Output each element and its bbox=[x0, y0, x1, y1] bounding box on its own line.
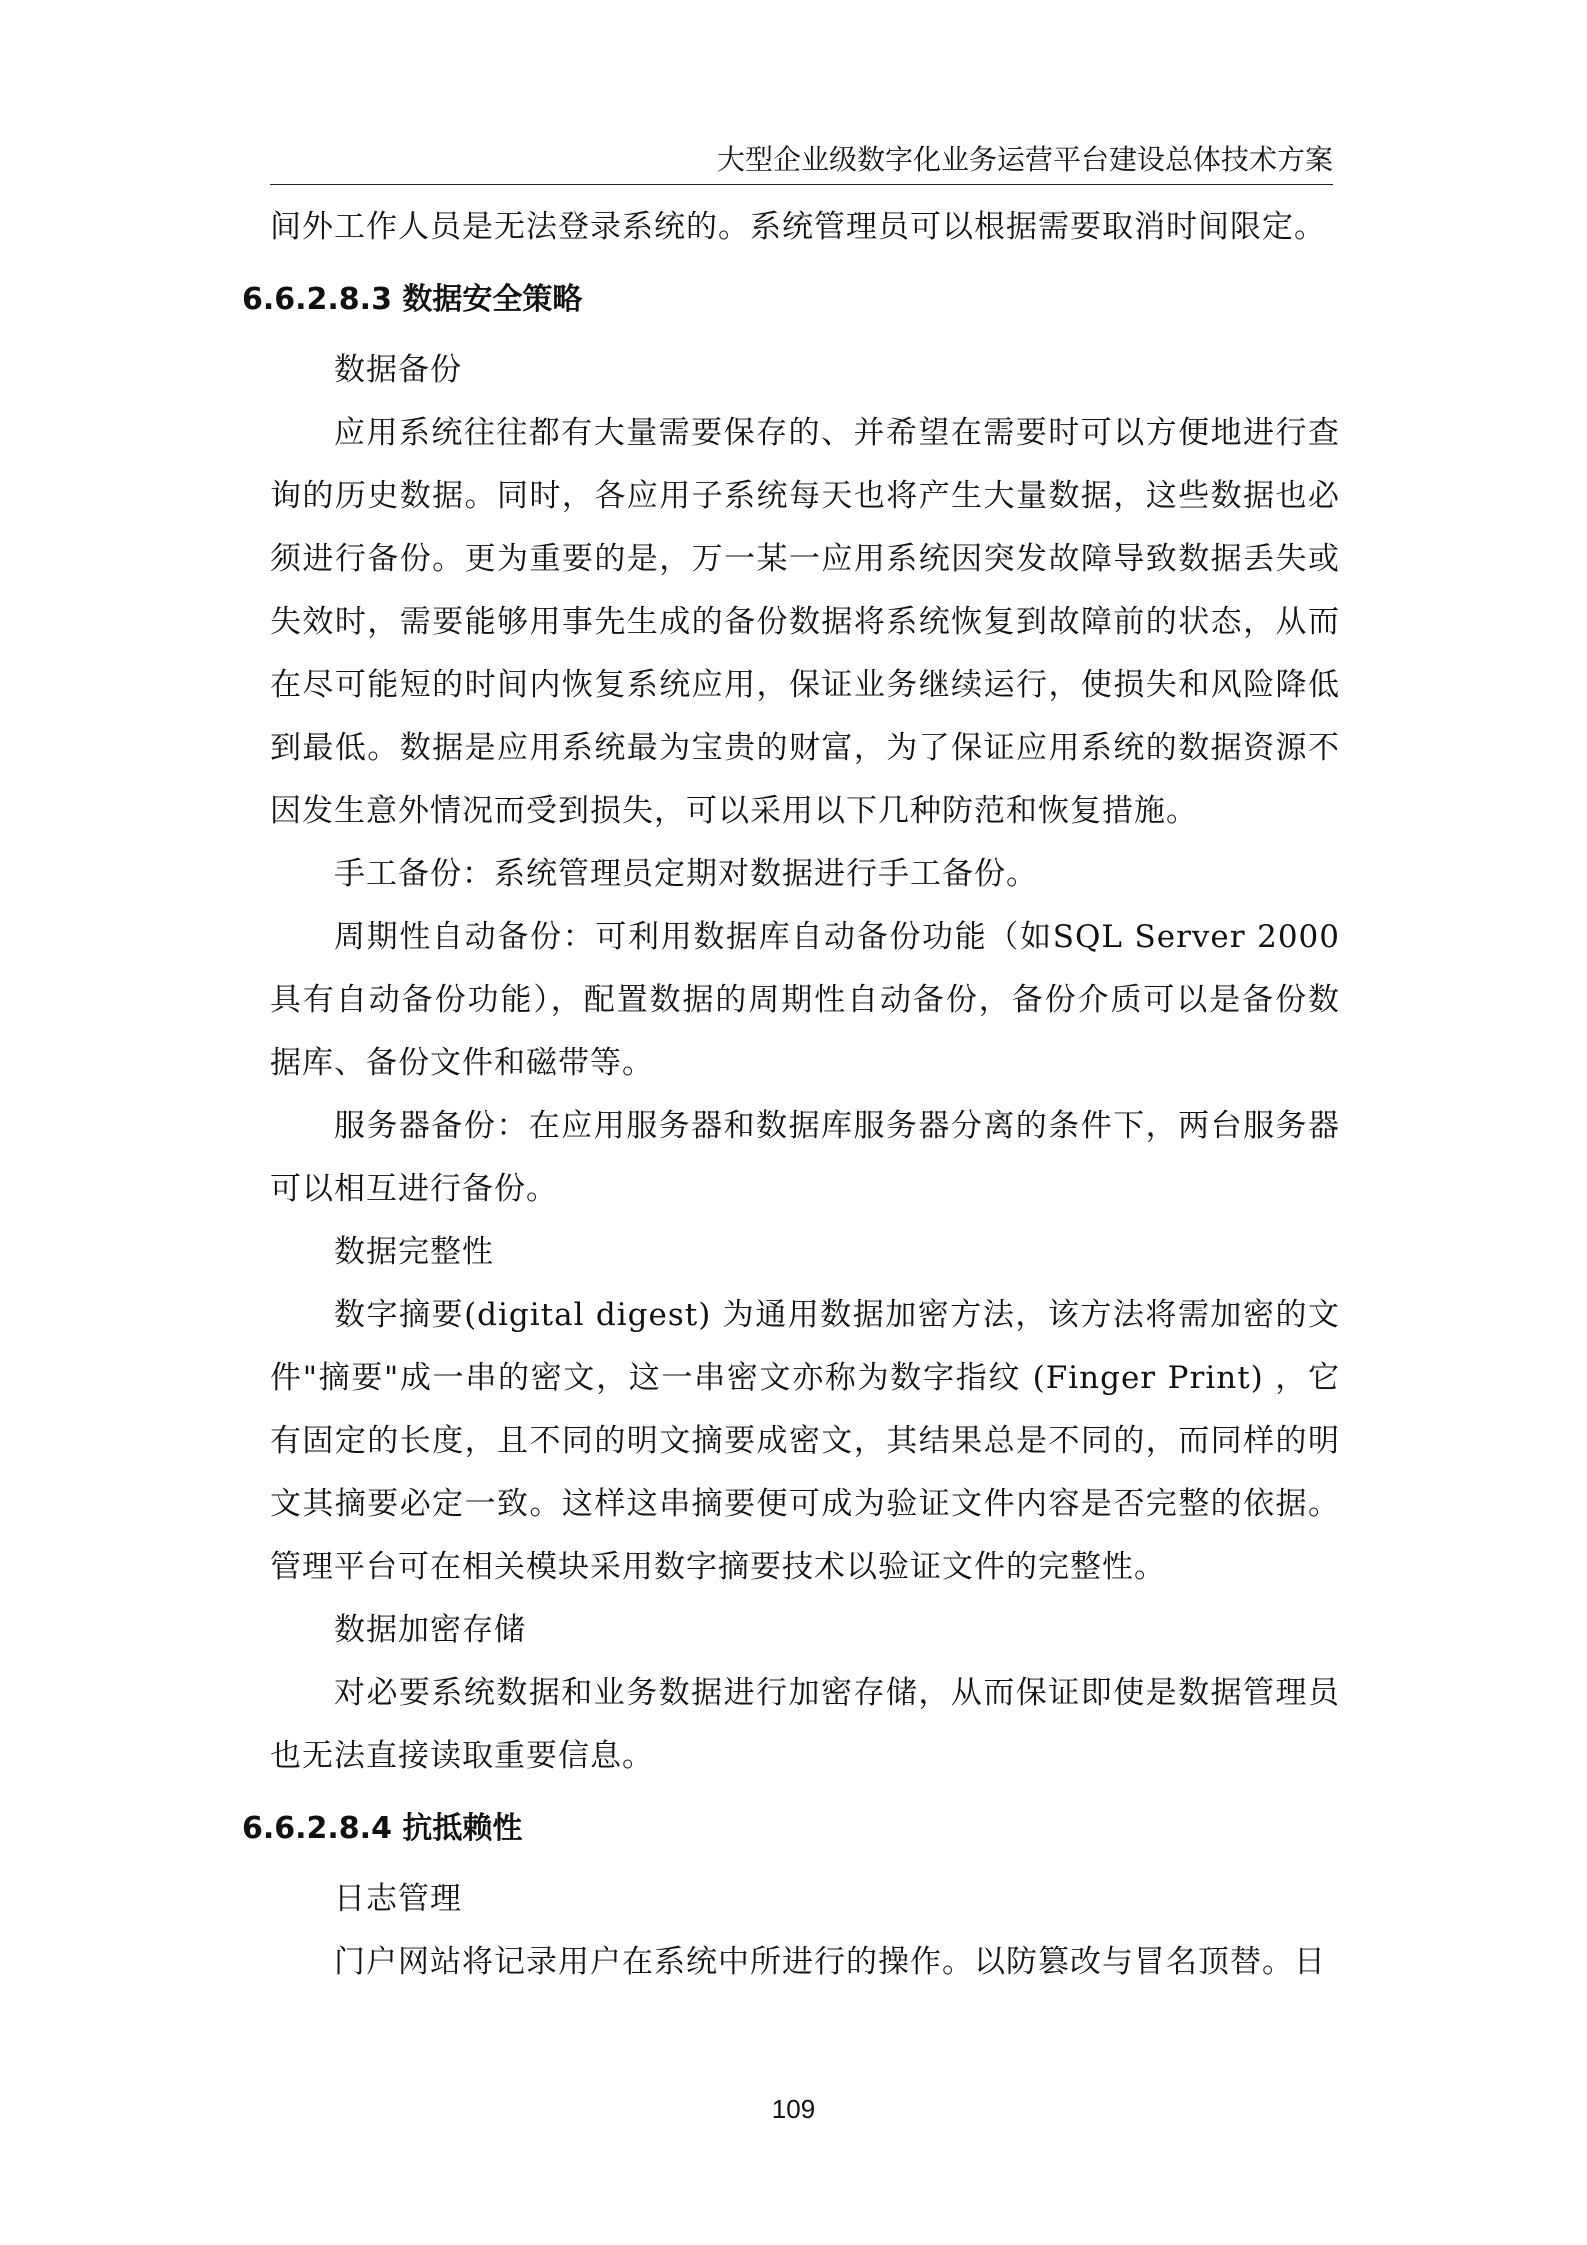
paragraph-server-backup: 服务器备份：在应用服务器和数据库服务器分离的条件下，两台服务器可以相互进行备份。 bbox=[270, 1108, 1340, 1207]
page-header bbox=[270, 138, 1333, 185]
document-body bbox=[242, 196, 1340, 1994]
paragraph-manual-backup: 手工备份：系统管理员定期对数据进行手工备份。 bbox=[334, 856, 1038, 892]
subheading-encrypted-storage: 数据加密存储 bbox=[334, 1612, 526, 1648]
page-number: 109 bbox=[771, 2094, 816, 2124]
paragraph-auto-backup: 周期性自动备份：可利用数据库自动备份功能（如SQL Server 2000具有自动备份功能），配置数据的周期性自动备份，备份介质可以是备份数据库、备份文件和磁带等。 bbox=[270, 919, 1340, 1081]
subheading-data-integrity: 数据完整性 bbox=[334, 1234, 494, 1270]
paragraph-encrypted-storage: 对必要系统数据和业务数据进行加密存储，从而保证即使是数据管理员也无法直接读取重要信息。 bbox=[270, 1675, 1340, 1774]
paragraph-log-management: 门户网站将记录用户在系统中所进行的操作。以防篡改与冒名顶替。日 bbox=[334, 1944, 1326, 1980]
section-heading-data-security: 6.6.2.8.3 数据安全策略 bbox=[242, 282, 583, 317]
paragraph-backup-overview: 应用系统往往都有大量需要保存的、并希望在需要时可以方便地进行查询的历史数据。同时，各应用子系统每天也将产生大量数据，这些数据也必须进行备份。更为重要的是，万一某一应用系统因突发故障导致数据丢失或失效时，需要能够用事先生成的备份数据将系统恢复到故障前的状态，从而在尽可能短的时间内恢复系统应用，保证业务继续运行，使损失和风险降低到最低。数据是应用系统最为宝贵的财富，为了保证应用系统的数据资源不因发生意外情况而受到损失，可以采用以下几种防范和恢复措施。 bbox=[270, 415, 1340, 829]
paragraph-continued: 间外工作人员是无法登录系统的。系统管理员可以根据需要取消时间限定。 bbox=[270, 209, 1326, 245]
subheading-log-management: 日志管理 bbox=[334, 1881, 462, 1917]
header-title: 大型企业级数字化业务运营平台建设总体技术方案 bbox=[716, 143, 1333, 176]
section-heading-non-repudiation: 6.6.2.8.4 抗抵赖性 bbox=[242, 1811, 523, 1846]
paragraph-digital-digest: 数字摘要(digital digest) 为通用数据加密方法，该方法将需加密的文件"摘要"成一串的密文，这一串密文亦称为数字指纹 (Finger Print) ，它有固定的长度，且不同的明文摘要成密文，其结果总是不同的，而同样的明文其摘要必定一致。这样这串摘要便可成为验证文件内容是否完整的依据。管理平台可在相关模块采用数字摘要技术以验证文件的完整性。 bbox=[270, 1297, 1340, 1585]
subheading-data-backup: 数据备份 bbox=[334, 352, 462, 388]
